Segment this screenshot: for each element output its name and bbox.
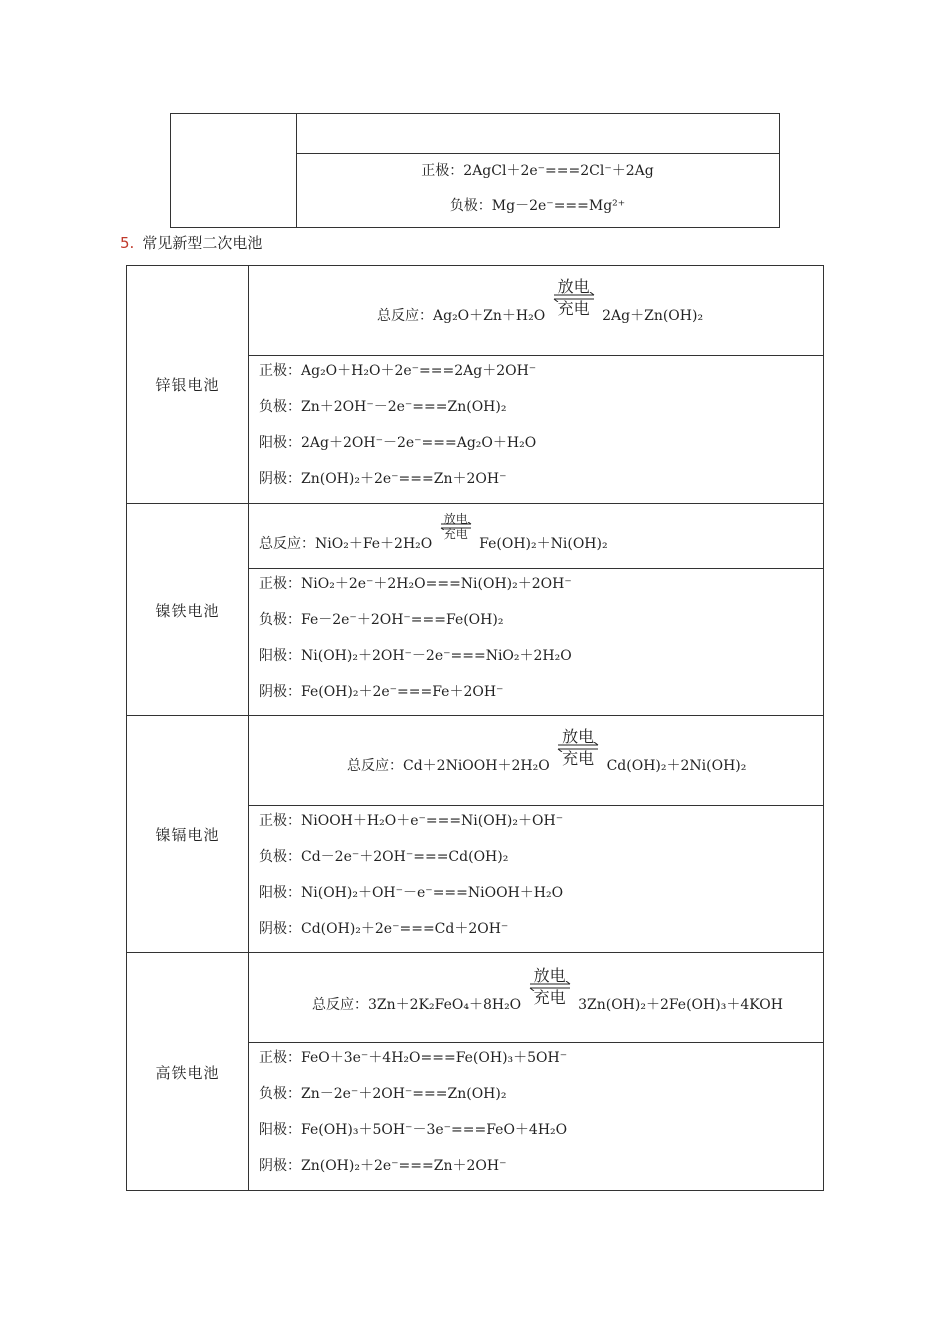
anode-equation: 阳极：Ni(OH)₂＋OH⁻－e⁻===NiOOH＋H₂O <box>259 885 564 901</box>
overall-reaction-cell <box>249 266 823 356</box>
reversible-arrow <box>529 966 571 1009</box>
battery-name: 镍镉电池 <box>127 716 249 953</box>
section-title: 常见新型二次电池 <box>142 234 263 252</box>
discharge-label: 放电 <box>562 727 595 746</box>
battery-name: 锌银电池 <box>127 266 249 503</box>
battery-section <box>127 715 823 953</box>
secondary-battery-table <box>126 265 824 1191</box>
cathode-equation: 阴极：Cd(OH)₂＋2e⁻===Cd＋2OH⁻ <box>259 921 509 937</box>
reversible-arrow <box>557 727 599 770</box>
negative-electrode-equation: 负极：Zn＋2OH⁻－2e⁻===Zn(OH)₂ <box>259 399 507 415</box>
discharge-label: 放电 <box>557 277 590 296</box>
overall-products: 2Ag＋Zn(OH)₂ <box>602 308 704 324</box>
overall-reaction <box>312 966 783 1014</box>
anode-equation: 阳极：Fe(OH)₃＋5OH⁻－3e⁻===FeO＋4H₂O <box>259 1122 568 1138</box>
top-name-cell <box>171 114 297 227</box>
charge-label: 充电 <box>533 988 566 1007</box>
overall-reaction-cell <box>249 953 823 1043</box>
overall-reactants: 总反应：3Zn＋2K₂FeO₄＋8H₂O <box>312 997 522 1013</box>
overall-reactants: 总反应：Cd＋2NiOOH＋2H₂O <box>347 758 550 774</box>
overall-products: Cd(OH)₂＋2Ni(OH)₂ <box>606 758 747 774</box>
electrode-equations-cell <box>249 1043 823 1191</box>
positive-electrode-equation: 正极：NiOOH＋H₂O＋e⁻===Ni(OH)₂＋OH⁻ <box>259 813 564 829</box>
section-number: 5. <box>120 234 135 252</box>
overall-products: Fe(OH)₂＋Ni(OH)₂ <box>479 536 608 552</box>
overall-reaction <box>347 727 747 775</box>
overall-reactants: 总反应：Ag₂O＋Zn＋H₂O <box>377 308 546 324</box>
top-negative-equation: 负极：Mg－2e⁻===Mg²⁺ <box>449 198 626 214</box>
top-overall-cell <box>296 114 779 154</box>
top-positive-equation: 正极：2AgCl＋2e⁻===2Cl⁻＋2Ag <box>421 163 654 179</box>
cathode-equation: 阴极：Zn(OH)₂＋2e⁻===Zn＋2OH⁻ <box>259 471 507 487</box>
cathode-equation: 阴极：Fe(OH)₂＋2e⁻===Fe＋2OH⁻ <box>259 684 504 700</box>
cathode-equation: 阴极：Zn(OH)₂＋2e⁻===Zn＋2OH⁻ <box>259 1158 507 1174</box>
battery-section <box>127 952 823 1191</box>
discharge-label: 放电 <box>443 512 468 526</box>
overall-reaction <box>259 512 608 553</box>
overall-reaction-cell <box>249 716 823 806</box>
reversible-arrow <box>440 512 472 548</box>
negative-electrode-equation: 负极：Zn－2e⁻＋2OH⁻===Zn(OH)₂ <box>259 1086 507 1102</box>
overall-products: 3Zn(OH)₂＋2Fe(OH)₃＋4KOH <box>578 997 783 1013</box>
reversible-arrow <box>553 277 595 320</box>
charge-label: 充电 <box>443 527 468 541</box>
discharge-label: 放电 <box>533 966 566 985</box>
electrode-equations-cell <box>249 569 823 716</box>
electrode-equations-cell <box>249 356 823 503</box>
section-heading <box>120 232 262 253</box>
top-electrode-cell <box>296 154 779 227</box>
charge-label: 充电 <box>557 299 590 318</box>
positive-electrode-equation: 正极：NiO₂＋2e⁻＋2H₂O===Ni(OH)₂＋2OH⁻ <box>259 576 572 592</box>
anode-equation: 阳极：2Ag＋2OH⁻－2e⁻===Ag₂O＋H₂O <box>259 435 537 451</box>
overall-reactants: 总反应：NiO₂＋Fe＋2H₂O <box>259 536 433 552</box>
positive-electrode-equation: 正极：Ag₂O＋H₂O＋2e⁻===2Ag＋2OH⁻ <box>259 363 537 379</box>
battery-name: 镍铁电池 <box>127 504 249 716</box>
battery-name: 高铁电池 <box>127 953 249 1191</box>
overall-reaction <box>377 277 704 325</box>
battery-section <box>127 266 823 503</box>
overall-reaction-cell <box>249 504 823 569</box>
electrode-equations-cell <box>249 806 823 953</box>
anode-equation: 阳极：Ni(OH)₂＋2OH⁻－2e⁻===NiO₂＋2H₂O <box>259 648 572 664</box>
battery-section <box>127 503 823 716</box>
negative-electrode-equation: 负极：Fe－2e⁻＋2OH⁻===Fe(OH)₂ <box>259 612 504 628</box>
positive-electrode-equation: 正极：FeO＋3e⁻＋4H₂O===Fe(OH)₃＋5OH⁻ <box>259 1050 568 1066</box>
negative-electrode-equation: 负极：Cd－2e⁻＋2OH⁻===Cd(OH)₂ <box>259 849 509 865</box>
previous-battery-table <box>170 113 780 228</box>
charge-label: 充电 <box>562 749 595 768</box>
